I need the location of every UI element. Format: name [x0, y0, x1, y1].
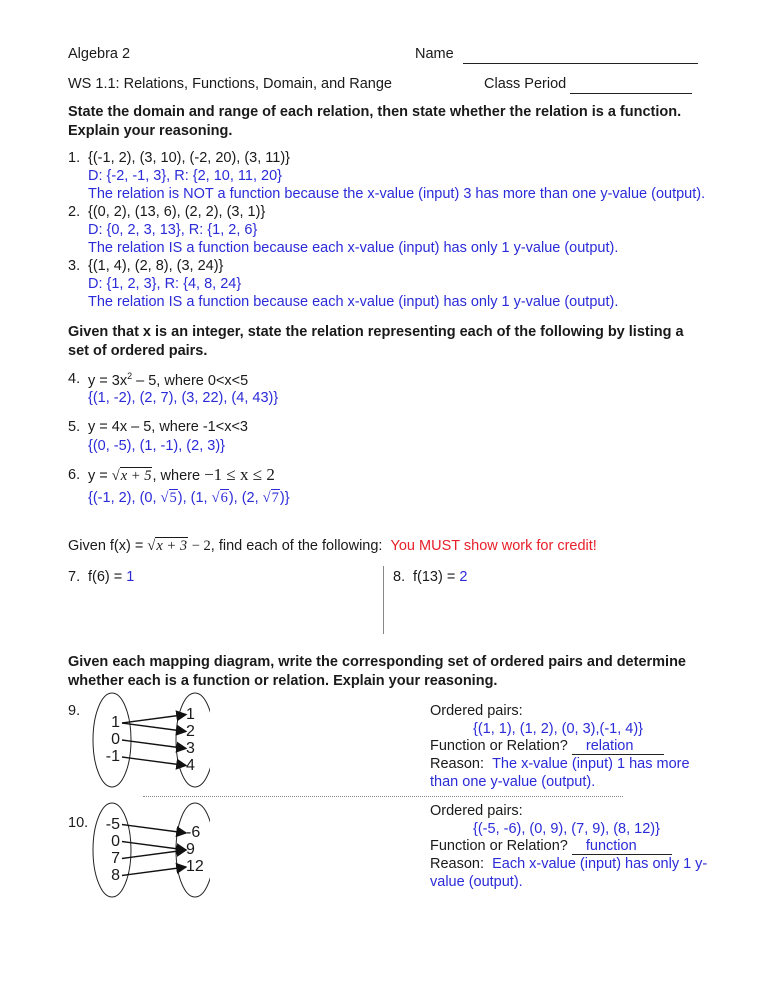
- given-prefix: Given f(x) =: [68, 538, 148, 554]
- function-call: f(13) =: [413, 569, 460, 585]
- relation: {(-1, 2), (3, 10), (-2, 20), (3, 11)}: [88, 150, 291, 166]
- equation-prefix: y = 3x: [88, 372, 128, 389]
- square-root-expression: [161, 490, 178, 507]
- answer-part: )}: [279, 490, 290, 506]
- relation: {(1, 4), (2, 8), (3, 24)}: [88, 258, 224, 274]
- square-root-expression: [112, 468, 153, 485]
- domain-range-answer: D: {-2, -1, 3}, R: {2, 10, 11, 20}: [88, 168, 282, 184]
- range-value: 2: [186, 722, 195, 740]
- ordered-pairs-answer: {(0, -5), (1, -1), (2, 3)}: [88, 438, 225, 454]
- function-explanation: The relation is NOT a function because the x-value (input) 3 has more than one y-value (output).: [88, 186, 706, 202]
- radical-sign-icon: √: [262, 490, 271, 506]
- reason-row: [430, 856, 707, 872]
- square-root-expression: [212, 490, 229, 507]
- expression: [88, 569, 134, 585]
- classification-blank[interactable]: [572, 738, 664, 755]
- class-period-blank-line[interactable]: [570, 93, 692, 94]
- function-explanation: The relation IS a function because each x-value (input) has only 1 y-value (output).: [88, 240, 619, 256]
- ordered-pairs-label: Ordered pairs:: [430, 803, 523, 819]
- range-value: -6: [186, 824, 201, 841]
- name-label: Name: [415, 46, 454, 62]
- square-root-expression: [263, 490, 280, 507]
- radical-sign-icon: √: [160, 490, 169, 506]
- given-tail: − 2: [188, 538, 211, 554]
- problem-number: 7.: [68, 569, 81, 585]
- function-or-relation-row: [430, 738, 664, 755]
- exponent: 2: [127, 371, 133, 381]
- problem-number: 8.: [393, 569, 406, 585]
- equation-prefix: y =: [88, 468, 112, 484]
- expression: [413, 569, 467, 585]
- range-value: 3: [186, 739, 195, 757]
- range-value: 9: [186, 841, 195, 858]
- problem-number: 5.: [68, 419, 81, 435]
- given-suffix: , find each of the following:: [210, 538, 383, 554]
- radicand: x + 5: [120, 468, 152, 484]
- problem-number: 10.: [68, 815, 89, 831]
- range-value: 12: [186, 858, 204, 875]
- section1-instructions-line2: Explain your reasoning.: [68, 123, 233, 139]
- reason-label: Reason:: [430, 856, 485, 872]
- reason-answer-line2: than one y-value (output).: [430, 774, 596, 790]
- section2-instructions-line2: set of ordered pairs.: [68, 343, 208, 359]
- problem-number: 2.: [68, 204, 81, 220]
- answer-part: ), (2,: [228, 490, 263, 506]
- classification-answer: function: [585, 838, 637, 854]
- class-period-label: Class Period: [484, 76, 567, 92]
- reason-answer-line2: value (output).: [430, 874, 523, 890]
- problem-number: 9.: [68, 703, 81, 719]
- function-explanation: The relation IS a function because each x-value (input) has only 1 y-value (output).: [88, 294, 619, 310]
- course-title: Algebra 2: [68, 46, 131, 62]
- problem-number: 4.: [68, 371, 81, 387]
- domain-range-answer: D: {1, 2, 3}, R: {4, 8, 24}: [88, 276, 242, 292]
- ordered-pairs-answer: {(-5, -6), (0, 9), (7, 9), (8, 12)}: [473, 821, 660, 837]
- domain-value: -1: [105, 748, 120, 765]
- radicand: 7: [271, 490, 279, 506]
- work-area-divider: [383, 566, 384, 634]
- worksheet-title: WS 1.1: Relations, Functions, Domain, and Range: [68, 76, 392, 92]
- radicand: x + 3: [156, 538, 188, 554]
- answer: 2: [459, 569, 468, 585]
- domain-value: 0: [111, 832, 120, 850]
- problem-number: 3.: [68, 258, 81, 274]
- equation-suffix: – 5, where 0<x<5: [132, 372, 249, 389]
- ordered-pairs-answer: {(1, -2), (2, 7), (3, 22), (4, 43)}: [88, 390, 279, 406]
- square-root-expression: [147, 538, 188, 555]
- name-blank-line[interactable]: [463, 63, 698, 64]
- domain-value: 0: [111, 731, 120, 748]
- answer-part: {(-1, 2), (0,: [88, 490, 161, 506]
- relation: {(0, 2), (13, 6), (2, 2), (3, 1)}: [88, 204, 266, 220]
- classification-answer: relation: [585, 738, 634, 754]
- answer-part: ), (1,: [177, 490, 212, 506]
- domain-range-answer: D: {0, 2, 3, 13}, R: {1, 2, 6}: [88, 222, 258, 238]
- section3-given: [68, 538, 597, 555]
- mapping-arrow: [122, 715, 186, 724]
- reason-label: Reason:: [430, 756, 485, 772]
- mapping-arrow: [122, 867, 186, 876]
- condition: −1 ≤ x ≤ 2: [204, 465, 275, 484]
- ordered-pairs-label: Ordered pairs:: [430, 703, 523, 719]
- ordered-pairs-answer: {(1, 1), (1, 2), (0, 3),(-1, 4)}: [473, 721, 644, 737]
- range-value: 4: [186, 756, 195, 774]
- condition-prefix: , where: [152, 468, 205, 484]
- problem-number: 1.: [68, 150, 81, 166]
- show-work-warning: You MUST show work for credit!: [390, 538, 597, 554]
- section4-instructions-line1: Given each mapping diagram, write the corresponding set of ordered pairs and determine: [68, 654, 686, 670]
- problem-separator: [143, 796, 623, 797]
- radicand: 5: [169, 490, 177, 506]
- radicand: 6: [220, 490, 228, 506]
- radical-sign-icon: √: [111, 468, 120, 484]
- reason-answer-line1: Each x-value (input) has only 1 y-: [492, 856, 708, 872]
- function-call: f(6) =: [88, 569, 127, 585]
- function-or-relation-row: [430, 838, 672, 855]
- answer: 1: [126, 569, 135, 585]
- equation: y = 4x – 5, where -1<x<3: [88, 419, 248, 435]
- reason-answer-line1: The x-value (input) 1 has more: [492, 756, 690, 772]
- radical-sign-icon: √: [147, 538, 156, 554]
- range-value: 1: [186, 705, 195, 723]
- section1-instructions-line1: State the domain and range of each relation, then state whether the relation is a function.: [68, 104, 682, 120]
- mapping-arrow: [122, 825, 186, 834]
- section2-instructions-line1: Given that x is an integer, state the relation representing each of the following by listing a: [68, 324, 684, 340]
- mapping-arrow: [122, 757, 186, 766]
- domain-value: 8: [111, 866, 120, 884]
- radical-sign-icon: √: [211, 490, 220, 506]
- problem-number: 6.: [68, 467, 81, 483]
- domain-value: 7: [111, 849, 120, 867]
- classification-blank[interactable]: [572, 838, 672, 855]
- section4-instructions-line2: whether each is a function or relation. Explain your reasoning.: [68, 673, 498, 689]
- domain-value: -5: [105, 815, 120, 833]
- function-or-relation-label: Function or Relation?: [430, 738, 568, 754]
- equation: [88, 371, 248, 389]
- function-or-relation-label: Function or Relation?: [430, 838, 568, 854]
- reason-row: [430, 756, 690, 772]
- equation: [88, 465, 275, 485]
- ordered-pairs-answer: [88, 490, 290, 507]
- domain-value: 1: [111, 714, 120, 731]
